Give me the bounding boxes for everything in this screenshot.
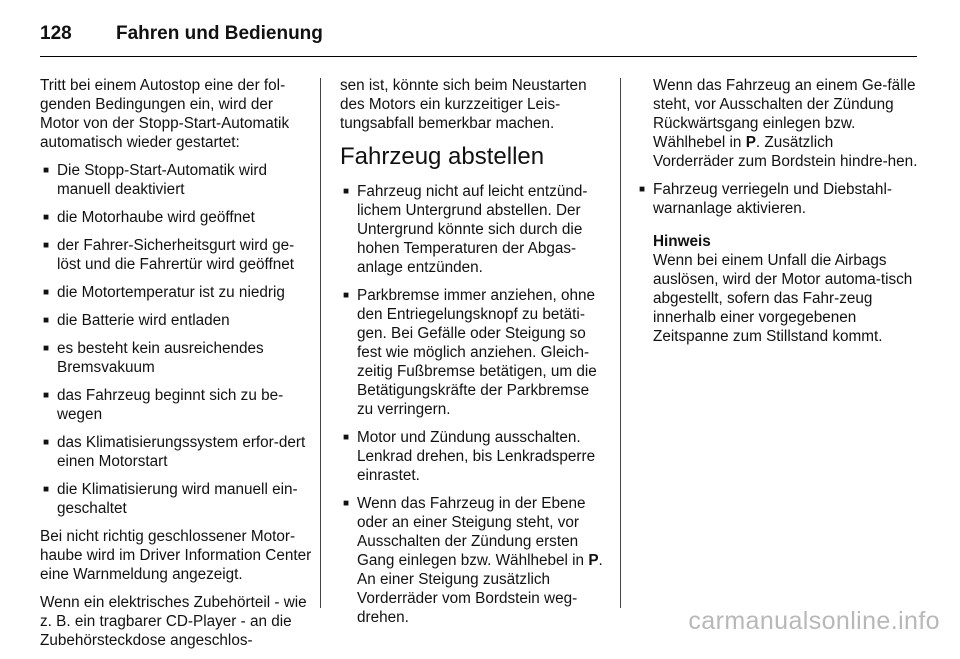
parking-steps-list [340,182,608,627]
gear-key-p: P [745,134,756,151]
continued-paragraph: sen ist, könnte sich beim Neustarten des Motors ein kurzzeitiger Leis-tungsabfall bemerkbar machen. [340,77,587,132]
bullet-icon: ■ [43,437,50,448]
list-item: ■ die Motortemperatur ist zu niedrig [43,284,285,301]
list-item: ■ die Motorhaube wird geöffnet [43,209,255,226]
page-title: Fahren und Bedienung [116,23,323,44]
header-rule [40,56,917,57]
column-divider-2 [620,78,621,608]
list-item: ■ das Fahrzeug beginnt sich zu be-wegen [43,387,284,423]
bullet-icon: ■ [43,315,50,326]
continued-paragraph: Wenn das Fahrzeug an einem Ge-fälle steht, vor Ausschalten der Zündung Rückwärtsgang einlegen bzw. Wählhebel in P. Zusätzlich Vorderräder zum Bordstein hindre-hen. [653,77,918,170]
intro-paragraph: Tritt bei einem Autostop eine der fol-genden Bedingungen ein, wird der Motor von der Stopp-Start-Automatik automatisch wieder gestartet: [40,77,290,151]
bullet-icon: ■ [639,184,646,195]
list-item: ■ Wenn das Fahrzeug in der Ebene oder an einer Steigung steht, vor Ausschalten der Zündung ersten Gang einlegen bzw. Wählhebel in P. An einer Steigung zusätzlich Vorderräder vom Bordstein weg-drehen. [343,495,603,626]
bullet-icon: ■ [43,343,50,354]
list-item: ■ Parkbremse immer anziehen, ohne den Entriegelungsknopf zu betäti-gen. Bei Gefälle oder Steigung so fest wie möglich anziehen. Gleich-zeitig Fußbremse betätigen, um die Betätigungskräfte der Parkbremse zu verringern. [343,287,597,418]
list-item: ■ Die Stopp-Start-Automatik wird manuell deaktiviert [43,162,267,198]
page-number: 128 [40,23,72,44]
watermark: carmanualsonline.info [688,607,940,635]
bullet-icon: ■ [43,484,50,495]
list-item: ■ der Fahrer-Sicherheitsgurt wird ge-löst und die Fahrertür wird geöffnet [43,237,295,273]
bullet-icon: ■ [43,390,50,401]
list-item: ■ Fahrzeug nicht auf leicht entzünd-lichem Untergrund abstellen. Der Untergrund könnte sich durch die hohen Temperaturen der Abgas-anlage entzünden. [343,183,588,276]
bullet-icon: ■ [343,186,350,197]
list-item: ■ die Batterie wird entladen [43,312,230,329]
note-text: Wenn bei einem Unfall die Airbags auslösen, wird der Motor automa-tisch abgestellt, sofern das Fahr-zeug innerhalb einer vorgegebenen Zeitspanne zum Stillstand kommt. [653,252,913,345]
bullet-icon: ■ [43,287,50,298]
column-3 [636,76,918,346]
bullet-icon: ■ [343,498,350,509]
list-item: ■ es besteht kein ausreichendes Bremsvakuum [43,340,264,376]
bullet-icon: ■ [43,165,50,176]
list-item: ■ Fahrzeug verriegeln und Diebstahl-warnanlage aktivieren. [639,181,892,217]
restart-conditions-list [40,161,312,518]
bullet-icon: ■ [43,240,50,251]
page-header [40,14,323,54]
bullet-icon: ■ [343,290,350,301]
list-item: ■ die Klimatisierung wird manuell ein-geschaltet [43,481,298,517]
section-heading: Fahrzeug abstellen [340,143,545,170]
column-1 [40,76,312,659]
column-2 [340,76,608,636]
bullet-icon: ■ [43,212,50,223]
list-item: ■ das Klimatisierungssystem erfor-dert einen Motorstart [43,434,306,470]
parking-steps-list-cont [636,180,918,218]
gear-key-p: P [588,552,599,569]
bullet-icon: ■ [343,432,350,443]
accessory-paragraph: Wenn ein elektrisches Zubehörteil - wie z. B. ein tragbarer CD-Player - an die Zubehörsteckdose angeschlos- [40,594,307,649]
list-item: ■ Motor und Zündung ausschalten. Lenkrad drehen, bis Lenkradsperre einrastet. [343,429,596,484]
warning-paragraph: Bei nicht richtig geschlossener Motor-haube wird im Driver Information Center eine Warnmeldung angezeigt. [40,528,312,583]
note-box [636,232,918,346]
column-divider-1 [320,78,321,608]
note-title: Hinweis [653,233,711,250]
